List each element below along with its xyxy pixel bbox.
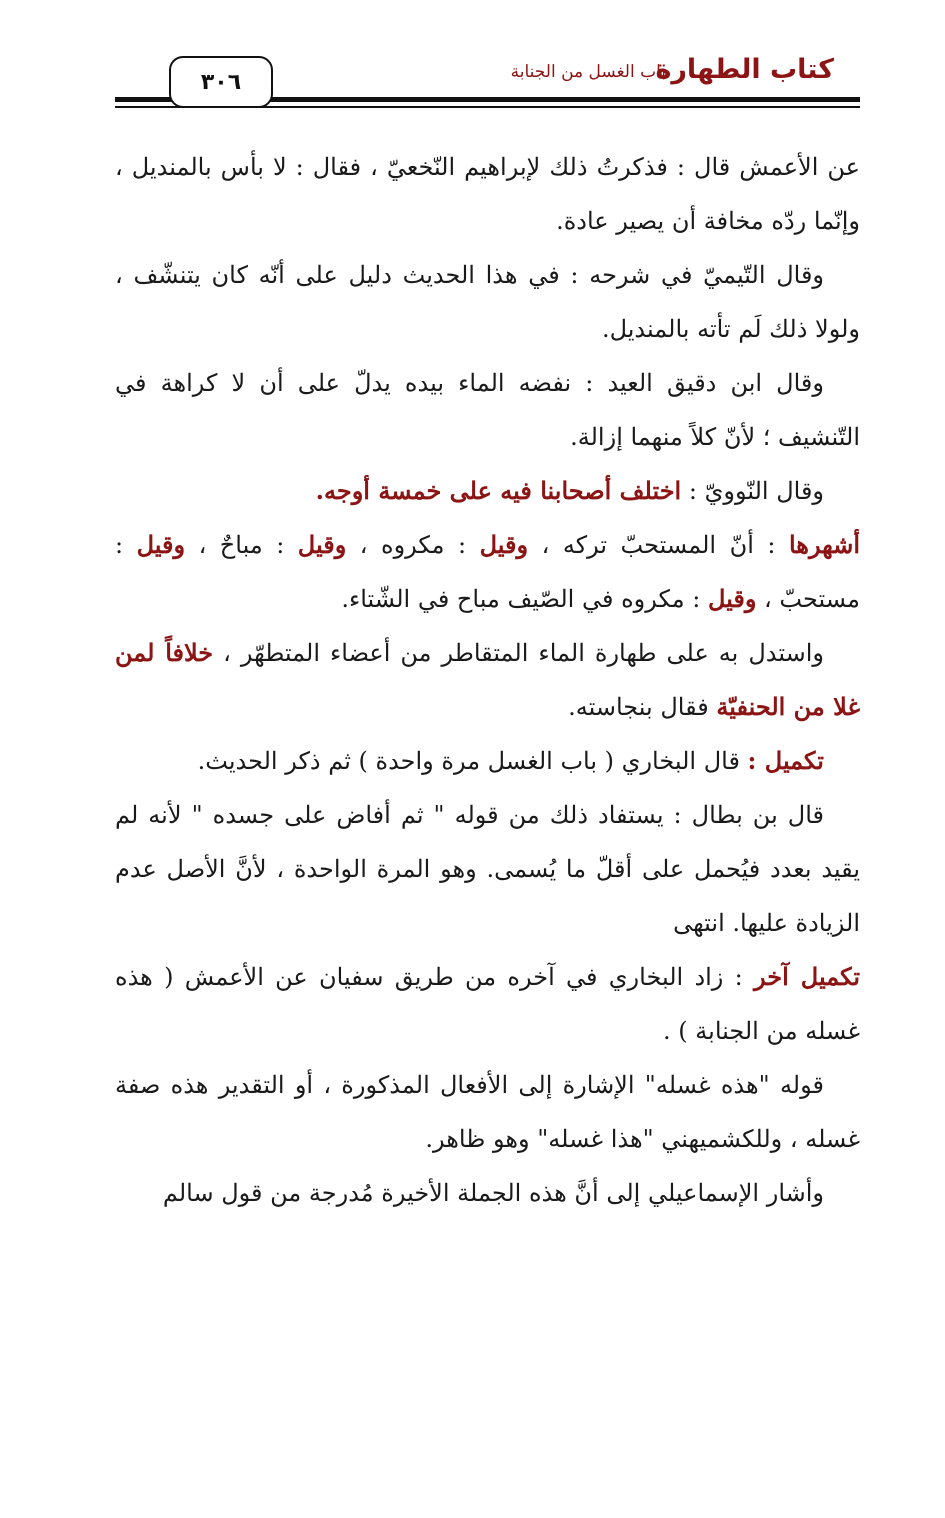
paragraph-5-text: : مكروه في الصّيف مباح في الشّتاء.	[341, 585, 708, 613]
page-number: ٣٠٦	[169, 56, 273, 108]
paragraph-5-text: : مكروه ،	[346, 531, 480, 559]
paragraph-5-keyword: وقيل	[707, 584, 757, 613]
paragraph-10: قوله "هذه غسله" الإشارة إلى الأفعال المذكورة ، أو التقدير هذه صفة غسله ، وللكشميهني "هذا غسله" وهو ظاهر.	[115, 1071, 860, 1153]
paragraph-8: قال بن بطال : يستفاد ذلك من قوله " ثم أفاض على جسده " لأنه لم يقيد بعدد فيُحمل على أقلّ ما يُسمى. وهو المرة الواحدة ، لأنَّ الأصل عدم الزيادة عليها. انتهى	[115, 801, 860, 937]
paragraph-5-text: : مستحبّ ،	[115, 531, 860, 613]
paragraph-6-text: واستدل به على طهارة الماء المتقاطر من أعضاء المتطهّر ،	[213, 639, 824, 667]
paragraph-6-text: فقال بنجاسته.	[568, 693, 717, 721]
paragraph-3: وقال ابن دقيق العيد : نفضه الماء بيده يدلّ على أن لا كراهة في التّنشيف ؛ لأنّ كلاً منهما إزالة.	[115, 369, 860, 451]
paragraph-6	[115, 626, 860, 734]
paragraph-4	[115, 464, 860, 518]
paragraph-5-keyword: وقيل	[297, 530, 347, 559]
paragraph-5-keyword: وقيل	[136, 530, 186, 559]
book-title: كتاب الطهارة	[655, 54, 834, 85]
chapter-title: باب الغسل من الجنابة	[510, 62, 666, 82]
paragraph-6-highlight: خلافاً لمن غلا من الحنفيّة	[115, 638, 860, 721]
paragraph-11: وأشار الإسماعيلي إلى أنَّ هذه الجملة الأخيرة مُدرجة من قول سالم	[162, 1179, 824, 1207]
paragraph-9-text: : زاد البخاري في آخره من طريق سفيان عن الأعمش ( هذه غسله من الجنابة ) .	[115, 963, 860, 1045]
paragraph-7-text: قال البخاري ( باب الغسل مرة واحدة ) ثم ذكر الحديث.	[197, 747, 748, 775]
paragraph-9	[115, 950, 860, 1058]
paragraph-5	[115, 518, 860, 626]
paragraph-5-keyword: وقيل	[479, 530, 529, 559]
paragraph-5-keyword: أشهرها	[788, 530, 861, 559]
paragraph-7	[115, 734, 860, 788]
paragraph-1: عن الأعمش قال : فذكرتُ ذلك لإبراهيم النّخعيّ ، فقال : لا بأس بالمنديل ، وإنّما ردّه مخافة أن يصير عادة.	[115, 153, 860, 235]
paragraph-7-keyword: تكميل :	[747, 746, 824, 775]
paragraph-4-text: وقال النّوويّ :	[681, 477, 824, 505]
paragraph-4-highlight: اختلف أصحابنا فيه على خمسة أوجه.	[315, 476, 682, 505]
page-body	[115, 140, 860, 1220]
paragraph-2: وقال التّيميّ في شرحه : في هذا الحديث دليل على أنّه كان يتنشّف ، ولولا ذلك لَم تأته بالمنديل.	[115, 261, 860, 343]
paragraph-9-keyword: تكميل آخر	[754, 962, 861, 991]
paragraph-5-text: : أنّ المستحبّ تركه ،	[528, 531, 789, 559]
page-header	[115, 40, 860, 110]
paragraph-5-text: : مباحٌ ،	[185, 531, 298, 559]
